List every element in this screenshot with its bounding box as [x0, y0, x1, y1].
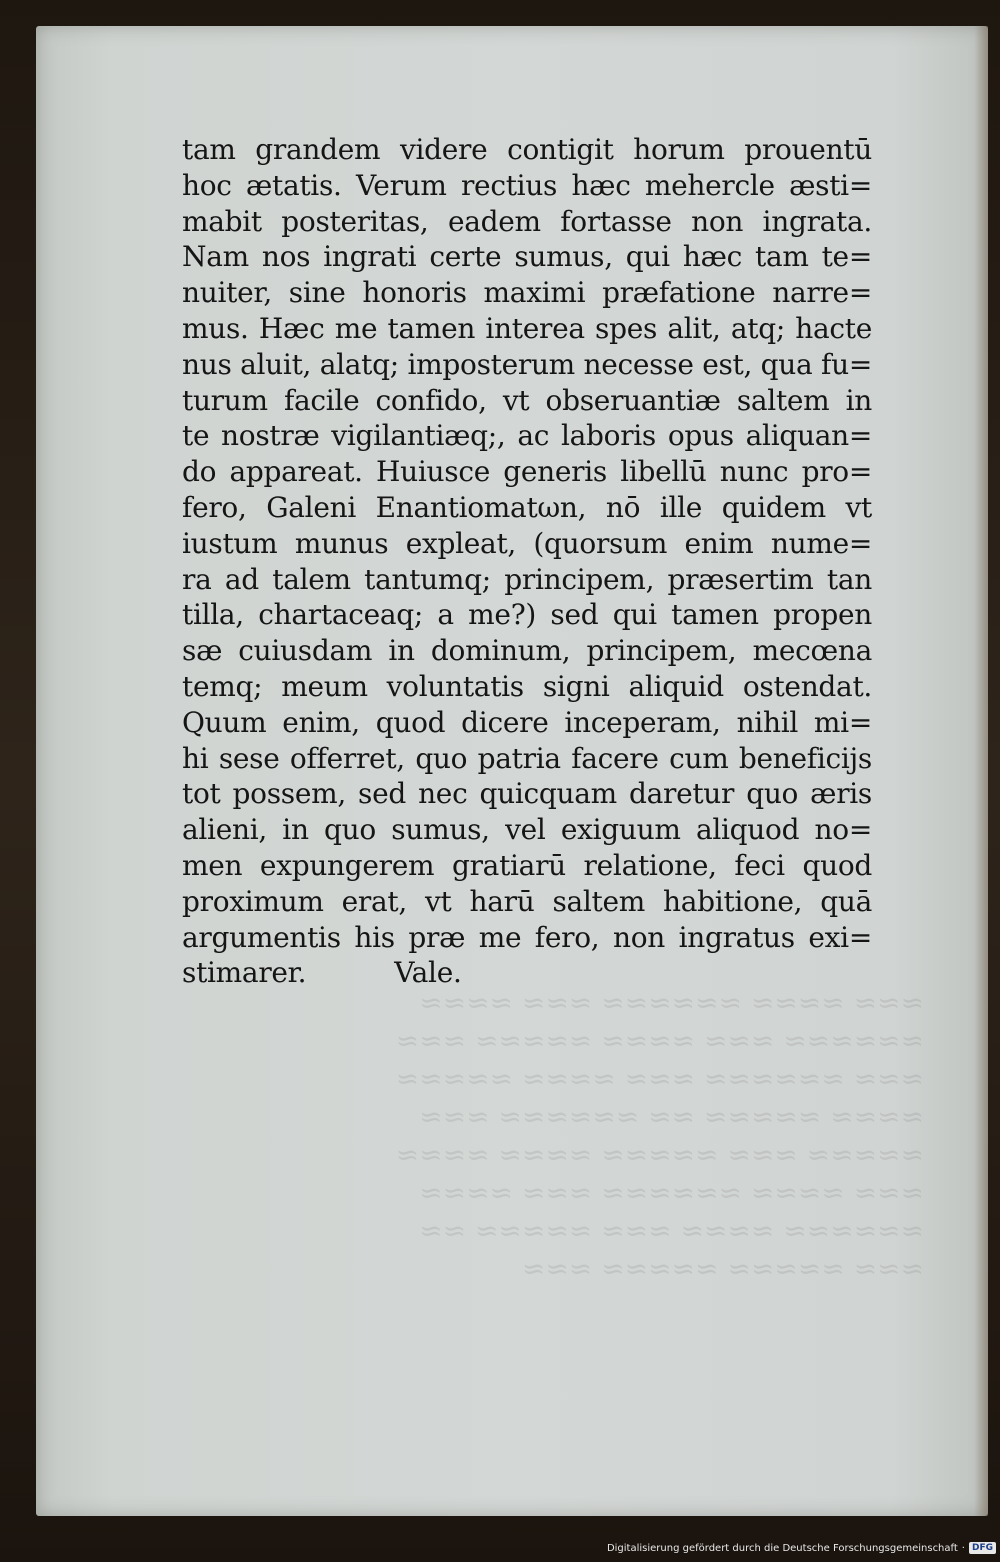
text-line-22: proximum erat, vt harū saltem habitione, quā [182, 884, 872, 918]
body-text [182, 132, 872, 991]
text-line-12: iustum munus expleat, (quorsum enim nume= [182, 526, 872, 560]
text-line-13: ra ad talem tantumq; principem, præsertim tan [182, 562, 872, 596]
text-line-15: sæ cuiusdam in dominum, principem, mecœna [182, 634, 872, 668]
text-line-9: te nostræ vigilantiæq;, ac laboris opus aliquan= [182, 419, 872, 453]
text-line-4: Nam nos ingrati certe sumus, qui hæc tam te= [182, 240, 872, 274]
page-edge-shadow [974, 26, 988, 1516]
text-line-5: nuiter, sine honoris maximi præfatione narre= [182, 276, 872, 310]
text-line-10: do appareat. Huiusce generis libellū nunc pro= [182, 455, 872, 489]
text-line-3: mabit posteritas, eadem fortasse non ingrata. [182, 204, 872, 238]
text-line-17: Quum enim, quod dicere inceperam, nihil mi= [182, 705, 872, 739]
text-line-6: mus. Hæc me tamen interea spes alit, atq; hacte [182, 311, 872, 345]
dfg-logo: DFG [969, 1542, 996, 1554]
text-line-19: tot possem, sed nec quicquam daretur quo æris [182, 777, 872, 811]
text-line-2: hoc ætatis. Verum rectius hæc mehercle æsti= [182, 168, 872, 202]
text-line-11: fero, Galeni Enantiomatωn, nō ille quidem vt [182, 490, 872, 524]
text-line-23: argumentis his præ me fero, non ingratus exi= [182, 920, 872, 954]
bleed-through-texture: ≈≈≈ ≈≈≈≈ ≈≈≈≈≈≈ ≈≈≈ ≈≈≈≈ ≈≈≈≈≈≈ ≈≈≈ ≈≈≈≈ ≈≈≈≈≈ ≈≈≈ ≈≈≈ ≈≈≈≈≈≈ ≈≈≈ ≈≈≈≈ ≈≈≈≈≈ ≈≈≈≈ ≈≈≈≈≈ ≈≈ ≈≈≈≈≈≈ ≈≈≈ ≈≈≈≈≈ ≈≈≈ ≈≈≈≈≈ ≈≈≈≈ ≈≈≈≈ ≈≈≈ ≈≈≈≈ ≈≈≈≈≈≈ ≈≈≈ ≈≈≈≈ ≈≈≈≈≈≈ ≈≈≈≈ ≈≈≈ ≈≈≈≈≈ ≈≈ ≈≈≈ ≈≈≈≈≈ ≈≈≈≈≈ ≈≈≈ [395, 986, 924, 1285]
text-line-16: temq; meum voluntatis signi aliquid ostendat. [182, 669, 872, 703]
funding-credit: Digitalisierung gefördert durch die Deutsche Forschungsgemeinschaft [606, 1542, 958, 1554]
text-line-7: nus aluit, alatq; imposterum necesse est, qua fu= [182, 347, 872, 381]
text-line-8: turum facile confido, vt obseruantiæ saltem in [182, 383, 872, 417]
text-line-1: tam grandem videre contigit horum prouentū [182, 133, 872, 166]
text-line-21: men expungerem gratiarū relatione, feci quod [182, 848, 872, 882]
text-line-14: tilla, chartaceaq; a me?) sed qui tamen propen [182, 598, 872, 632]
book-page [36, 26, 988, 1516]
text-line-18: hi sese offerret, quo patria facere cum beneficijs [182, 741, 872, 775]
digitization-footer [607, 1540, 996, 1556]
closing-vale: Vale. [394, 956, 462, 990]
separator-dot: · [961, 1542, 965, 1554]
text-line-20: alieni, in quo sumus, vel exiguum aliquod no= [182, 813, 872, 847]
text-line-24 [182, 955, 872, 991]
final-word: stimarer. [182, 956, 307, 990]
